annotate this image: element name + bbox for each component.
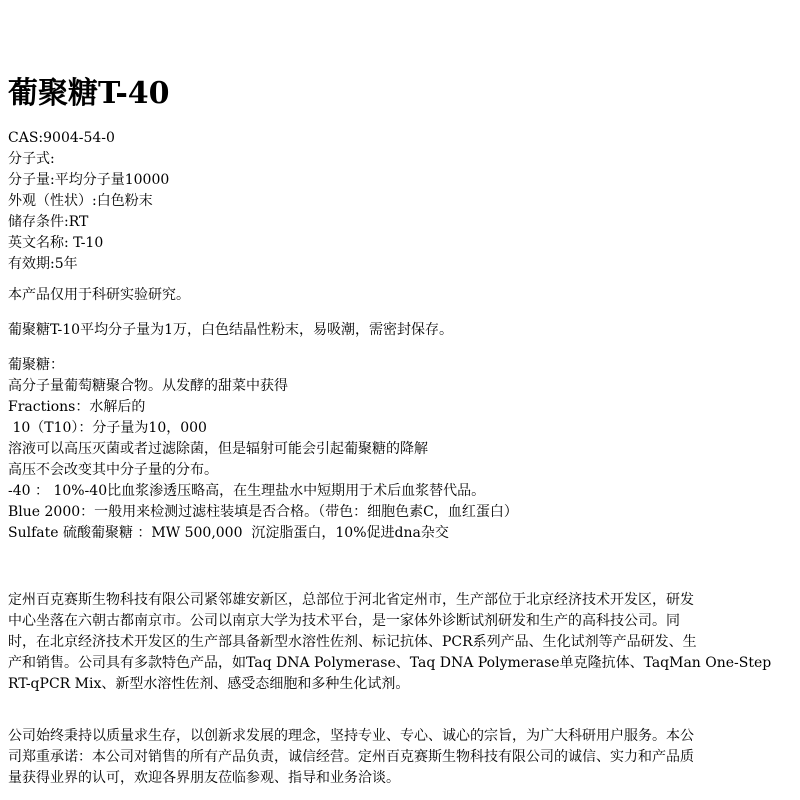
company-intro-line: 产和销售。公司具有多款特色产品，如Taq DNA Polymerase、Taq DNA Polymerase单克隆抗体、TaqMan One-Step — [8, 655, 772, 671]
spec-formula: 分子式: — [8, 151, 55, 167]
company-promise-line: 量获得业界的认可，欢迎各界朋友莅临参观、指导和业务洽谈。 — [8, 770, 400, 786]
research-note: 本产品仅用于科研实验研究。 — [8, 287, 190, 303]
company-promise — [8, 726, 792, 789]
note-line: Fractions：水解后的 — [8, 399, 146, 415]
spec-molecular-weight: 分子量:平均分子量10000 — [8, 172, 170, 188]
note-line: 高压不会改变其中分子量的分布。 — [8, 462, 218, 478]
company-intro-line: 时，在北京经济技术开发区的生产部具备新型水溶性佐剂、标记抗体、PCR系列产品、生化试剂等产品研发、生 — [8, 634, 697, 650]
company-intro — [8, 590, 792, 695]
spec-appearance: 外观（性状）:白色粉末 — [8, 193, 153, 209]
company-promise-line: 公司始终秉持以质量求生存，以创新求发展的理念，坚持专业、专心、诚心的宗旨，为广大科研用户服务。本公 — [8, 728, 694, 744]
note-line: 高分子量葡萄糖聚合物。从发酵的甜菜中获得 — [8, 378, 288, 394]
note-line: 溶液可以高压灭菌或者过滤除菌，但是辐射可能会引起葡聚糖的降解 — [8, 441, 428, 457]
note-line: 10（T10）：分子量为10，000 — [8, 420, 207, 436]
product-title: 葡聚糖T-40 — [8, 76, 170, 111]
company-intro-line: 定州百克赛斯生物科技有限公司紧邻雄安新区，总部位于河北省定州市，生产部位于北京经济技术开发区，研发 — [8, 592, 694, 608]
note-line: -40 ： 10%-40比血浆渗透压略高，在生理盐水中短期用于术后血浆替代品。 — [8, 483, 486, 499]
company-intro-line: 中心坐落在六朝古都南京市。公司以南京大学为技术平台，是一家体外诊断试剂研发和生产的高科技公司。同 — [8, 613, 680, 629]
product-page — [8, 0, 792, 789]
company-promise-line: 司郑重承诺：本公司对销售的所有产品负责，诚信经营。定州百克赛斯生物科技有限公司的诚信、实力和产品质 — [8, 749, 694, 765]
product-description: 葡聚糖T-10平均分子量为1万，白色结晶性粉末，易吸潮，需密封保存。 — [8, 322, 453, 338]
spec-cas: CAS:9004-54-0 — [8, 130, 115, 146]
company-intro-line: RT-qPCR Mix、新型水溶性佐剂、感受态细胞和多种生化试剂。 — [8, 676, 410, 692]
note-line: 葡聚糖： — [8, 357, 64, 373]
dextran-notes — [8, 355, 792, 544]
spec-english-name: 英文名称: T-10 — [8, 235, 104, 251]
note-line: Blue 2000：一般用来检测过滤柱装填是否合格。（带色：细胞色素C，血红蛋白） — [8, 504, 518, 520]
spec-storage: 储存条件:RT — [8, 214, 89, 230]
note-line: Sulfate 硫酸葡聚糖 ：MW 500,000 沉淀脂蛋白，10%促进dna杂交 — [8, 525, 449, 541]
spec-list — [8, 128, 792, 275]
spec-shelf-life: 有效期:5年 — [8, 256, 78, 272]
